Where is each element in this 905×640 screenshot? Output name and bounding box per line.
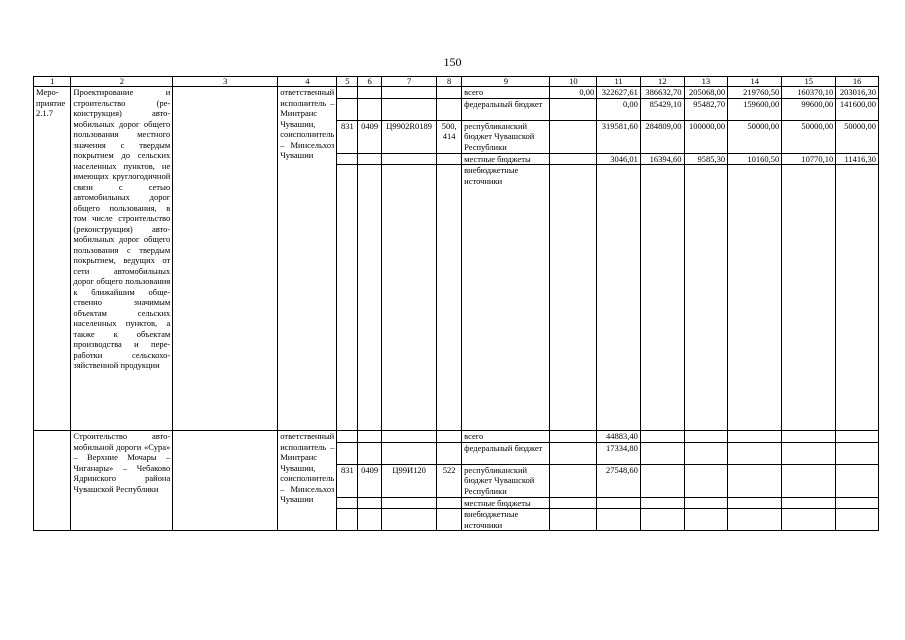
expense-type-code: 522 (437, 464, 462, 497)
value-col11: 319581,60 (597, 120, 641, 153)
funding-source: федеральный бюджет (462, 98, 550, 120)
value-col12: 284809,00 (640, 120, 684, 153)
value-col10 (550, 153, 597, 165)
value-col15 (782, 431, 836, 443)
empty-cell (437, 509, 462, 531)
executor: ответственный исполнитель – Минтранс Чувашии, соисполнитель – Минсельхоз Чувашии (278, 87, 337, 431)
grbs-code: 831 (337, 464, 358, 497)
empty-cell (437, 442, 462, 464)
value-col15: 160370,10 (782, 87, 836, 99)
value-col13: 9585,30 (684, 153, 728, 165)
value-col12 (640, 464, 684, 497)
value-col16 (836, 165, 879, 431)
value-col13 (684, 431, 728, 443)
empty-cell (337, 153, 358, 165)
column-number: 10 (550, 77, 597, 87)
value-col15: 10770,10 (782, 153, 836, 165)
empty-cell (437, 165, 462, 431)
funding-source: внебюджетные источники (462, 165, 550, 431)
value-col13 (684, 442, 728, 464)
column-number: 9 (462, 77, 550, 87)
funding-source: федеральный бюджет (462, 442, 550, 464)
value-col11 (597, 497, 641, 509)
empty-cell (437, 431, 462, 443)
value-col16 (836, 464, 879, 497)
empty-cell (382, 442, 437, 464)
value-col14 (728, 497, 782, 509)
value-col11 (597, 509, 641, 531)
executor: ответственный исполнитель – Минтранс Чувашии, соисполнитель – Минсельхоз Чувашии (278, 431, 337, 531)
empty-cell (437, 87, 462, 99)
value-col12 (640, 509, 684, 531)
funding-source: всего (462, 87, 550, 99)
empty-cell (358, 509, 382, 531)
empty-cell (437, 497, 462, 509)
funding-source: местные бюджеты (462, 153, 550, 165)
value-col11: 27548,60 (597, 464, 641, 497)
value-col11: 0,00 (597, 98, 641, 120)
value-col13 (684, 464, 728, 497)
value-col15 (782, 165, 836, 431)
value-col10 (550, 497, 597, 509)
value-col15: 99600,00 (782, 98, 836, 120)
empty-cell (382, 87, 437, 99)
value-col10 (550, 98, 597, 120)
empty-cell (382, 431, 437, 443)
empty-cell (358, 87, 382, 99)
activity-name: Проектирование и строительство (реконструкция) автомобильных дорог общего пользования местного значения с твердым покрытием до сельских населенных пунктов, не имеющих круглогодичной связи с сетью автомобильных дорог общего пользования, в том числе строительство (реконструкция) автомобильных дорог общего пользования с твердым покрытием, ведущих от сети автомобильных дорог общего пользования к ближайшим общественно значимым объектам сельских населенных пунктов, а также к объектам производства и переработки сельскохозяйственной продукции (71, 87, 173, 431)
column-number: 3 (173, 77, 278, 87)
column-number: 6 (358, 77, 382, 87)
value-col11: 322627,61 (597, 87, 641, 99)
empty-cell (358, 98, 382, 120)
funding-source: всего (462, 431, 550, 443)
empty-cell (382, 497, 437, 509)
empty-column-3 (173, 87, 278, 431)
value-col15 (782, 442, 836, 464)
empty-cell (358, 442, 382, 464)
empty-cell (337, 442, 358, 464)
column-number: 16 (836, 77, 879, 87)
value-col14: 10160,50 (728, 153, 782, 165)
column-number: 8 (437, 77, 462, 87)
value-col14 (728, 442, 782, 464)
empty-cell (358, 165, 382, 431)
value-col12 (640, 165, 684, 431)
value-col14 (728, 431, 782, 443)
empty-cell (382, 98, 437, 120)
value-col13: 95482,70 (684, 98, 728, 120)
value-col13 (684, 165, 728, 431)
value-col14: 219760,50 (728, 87, 782, 99)
program-table (33, 76, 879, 531)
column-number: 4 (278, 77, 337, 87)
value-col15 (782, 464, 836, 497)
empty-cell (337, 87, 358, 99)
value-col10: 0,00 (550, 87, 597, 99)
value-col10 (550, 120, 597, 153)
value-col15 (782, 497, 836, 509)
activity-number (34, 431, 71, 531)
empty-cell (437, 98, 462, 120)
page-number: 150 (443, 55, 462, 69)
column-number-row (34, 77, 879, 87)
empty-cell (337, 98, 358, 120)
value-col16 (836, 497, 879, 509)
column-number: 1 (34, 77, 71, 87)
value-col16 (836, 431, 879, 443)
column-number: 12 (640, 77, 684, 87)
value-col16: 11416,30 (836, 153, 879, 165)
value-col12 (640, 497, 684, 509)
table-row (34, 431, 879, 443)
value-col10 (550, 165, 597, 431)
value-col16: 50000,00 (836, 120, 879, 153)
funding-source: республиканский бюджет Чувашской Республики (462, 464, 550, 497)
value-col12: 85429,10 (640, 98, 684, 120)
column-number: 7 (382, 77, 437, 87)
empty-cell (337, 497, 358, 509)
table-row (34, 87, 879, 99)
section-code: 0409 (358, 120, 382, 153)
value-col13: 100000,00 (684, 120, 728, 153)
value-col11: 44883,40 (597, 431, 641, 443)
value-col14 (728, 509, 782, 531)
value-col11: 3046,01 (597, 153, 641, 165)
funding-source: республиканский бюджет Чувашской Республики (462, 120, 550, 153)
target-code: Ц99И120 (382, 464, 437, 497)
empty-cell (382, 153, 437, 165)
value-col14: 159600,00 (728, 98, 782, 120)
value-col10 (550, 431, 597, 443)
value-col14 (728, 464, 782, 497)
value-col12 (640, 442, 684, 464)
value-col16: 141600,00 (836, 98, 879, 120)
value-col11 (597, 165, 641, 431)
funding-source: местные бюджеты (462, 497, 550, 509)
value-col10 (550, 442, 597, 464)
column-number: 13 (684, 77, 728, 87)
empty-cell (437, 153, 462, 165)
value-col13: 205068,00 (684, 87, 728, 99)
value-col14: 50000,00 (728, 120, 782, 153)
empty-cell (358, 431, 382, 443)
column-number: 5 (337, 77, 358, 87)
column-number: 11 (597, 77, 641, 87)
funding-source: внебюджетные источники (462, 509, 550, 531)
column-number: 15 (782, 77, 836, 87)
value-col10 (550, 464, 597, 497)
value-col16 (836, 442, 879, 464)
value-col10 (550, 509, 597, 531)
grbs-code: 831 (337, 120, 358, 153)
section-code: 0409 (358, 464, 382, 497)
activity-name: Строительство автомобильной дороги «Сура» – Верхние Мочары – Чиганары» – Чебаково Ядринского района Чувашской Республики (71, 431, 173, 531)
value-col12: 386632,70 (640, 87, 684, 99)
value-col16: 203016,30 (836, 87, 879, 99)
value-col12: 16394,60 (640, 153, 684, 165)
column-number: 14 (728, 77, 782, 87)
value-col13 (684, 497, 728, 509)
value-col12 (640, 431, 684, 443)
value-col15 (782, 509, 836, 531)
value-col16 (836, 509, 879, 531)
value-col13 (684, 509, 728, 531)
empty-cell (337, 431, 358, 443)
expense-type-code: 500, 414 (437, 120, 462, 153)
value-col14 (728, 165, 782, 431)
empty-cell (358, 497, 382, 509)
value-col15: 50000,00 (782, 120, 836, 153)
column-number: 2 (71, 77, 173, 87)
empty-cell (382, 165, 437, 431)
empty-cell (337, 165, 358, 431)
target-code: Ц9902R0189 (382, 120, 437, 153)
value-col11: 17334,80 (597, 442, 641, 464)
empty-cell (337, 509, 358, 531)
activity-number: Мероприятие 2.1.7 (34, 87, 71, 431)
empty-column-3 (173, 431, 278, 531)
empty-cell (358, 153, 382, 165)
empty-cell (382, 509, 437, 531)
